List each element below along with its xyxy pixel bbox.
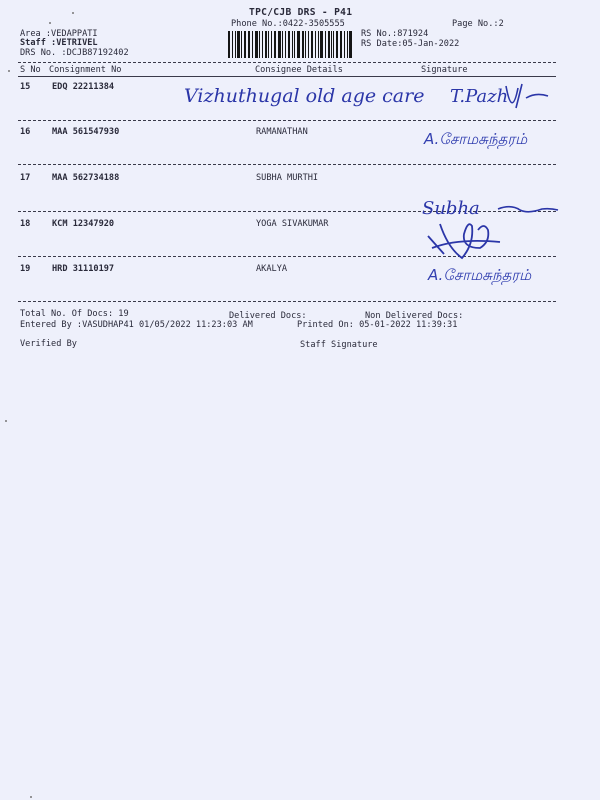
svg-text:T.Pazh: T.Pazh: [450, 86, 509, 107]
barcode-bar: [255, 31, 258, 58]
staff-field: Staff :VETRIVEL: [20, 38, 98, 48]
barcode-bar: [248, 31, 250, 58]
row-consignment-no: KCM 12347920: [52, 219, 115, 229]
barcode-bar: [294, 31, 295, 58]
divider: [18, 301, 556, 302]
row-consignment-no: MAA 561547930: [52, 127, 120, 137]
signature-row-19: [424, 254, 574, 290]
entered-by: Entered By :VASUDHAP41 01/05/2022 11:23:03 AM: [20, 320, 253, 330]
drs-title: TPC/CJB DRS - P41: [249, 7, 353, 18]
row-consignee: RAMANATHAN: [256, 127, 308, 137]
divider: [18, 76, 556, 77]
scan-speck: [30, 796, 32, 798]
printed-on: Printed On: 05-01-2022 11:39:31: [297, 320, 458, 330]
row-sno: 15: [20, 82, 31, 92]
row-sno: 17: [20, 173, 31, 183]
svg-text:A.சோமசுந்தரம்: A.சோமசுந்தரம்: [428, 266, 532, 284]
barcode-bar: [333, 31, 334, 58]
scan-speck: [8, 70, 10, 72]
barcode-bar: [320, 31, 323, 58]
barcode-bar: [288, 31, 290, 58]
row-sno: 16: [20, 127, 31, 137]
barcode-bar: [262, 31, 263, 58]
column-header-signature: Signature: [421, 65, 468, 75]
barcode-bar: [278, 31, 281, 58]
column-header-consignee: Consignee Details: [255, 65, 343, 75]
divider: [18, 62, 556, 63]
divider: [18, 164, 556, 165]
area-field: Area :VEDAPPATI: [20, 29, 98, 39]
barcode-bar: [305, 31, 306, 58]
signature-row-15: [446, 78, 556, 114]
svg-text:Subha: Subha: [422, 198, 480, 219]
row-consignee: YOGA SIVAKUMAR: [256, 219, 329, 229]
scan-speck: [5, 420, 7, 422]
barcode-bar: [265, 31, 267, 58]
staff-signature-label: Staff Signature: [300, 340, 378, 350]
barcode-bar: [292, 31, 293, 58]
barcode-bar: [325, 31, 326, 58]
barcode-bar: [241, 31, 242, 58]
barcode-bar: [252, 31, 253, 58]
row-sno: 18: [20, 219, 31, 229]
row-sno: 19: [20, 264, 31, 274]
rs-number: RS No.:871924: [361, 29, 429, 39]
row-consignee: SUBHA MURTHI: [256, 173, 319, 183]
svg-text:A.சோமசுந்தரம்: A.சோமசுந்தரம்: [424, 130, 528, 148]
barcode-bar: [315, 31, 316, 58]
row-consignment-no: MAA 562734188: [52, 173, 120, 183]
barcode-bar: [237, 31, 240, 58]
barcode-image: [228, 31, 354, 58]
barcode-bar: [344, 31, 345, 58]
barcode-bar: [336, 31, 338, 58]
total-docs: Total No. Of Docs: 19: [20, 309, 129, 319]
column-header-consignment: Consignment No: [49, 65, 122, 75]
barcode-bar: [331, 31, 332, 58]
barcode-bar: [271, 31, 272, 58]
barcode-bar: [311, 31, 313, 58]
barcode-bar: [285, 31, 286, 58]
signature-row-16: [420, 118, 570, 154]
scan-speck: [49, 22, 51, 24]
barcode-bar: [349, 31, 352, 58]
barcode-bar: [340, 31, 342, 58]
barcode-bar: [274, 31, 276, 58]
column-header-sno: S No: [20, 65, 41, 75]
phone-number: Phone No.:0422-3505555: [231, 19, 345, 29]
scan-speck: [72, 12, 74, 14]
drs-number: DRS No. :DCJB87192402: [20, 48, 129, 58]
barcode-bar: [228, 31, 230, 58]
verified-by: Verified By: [20, 339, 77, 349]
svg-text:Vizhuthugal old age care: Vizhuthugal old age care: [184, 85, 425, 107]
barcode-bar: [244, 31, 246, 58]
non-delivered-docs: Non Delivered Docs:: [365, 311, 464, 321]
rs-date: RS Date:05-Jan-2022: [361, 39, 460, 49]
barcode-bar: [259, 31, 260, 58]
barcode-bar: [347, 31, 348, 58]
row-consignment-no: HRD 31110197: [52, 264, 115, 274]
barcode-bar: [282, 31, 283, 58]
row-consignment-no: EDQ 22211384: [52, 82, 115, 92]
row-consignee: AKALYA: [256, 264, 288, 274]
barcode-bar: [235, 31, 236, 58]
barcode-bar: [318, 31, 319, 58]
barcode-bar: [328, 31, 330, 58]
barcode-bar: [232, 31, 233, 58]
barcode-bar: [302, 31, 304, 58]
page-number: Page No.:2: [452, 19, 504, 29]
barcode-bar: [308, 31, 309, 58]
barcode-bar: [268, 31, 269, 58]
handwritten-consignee-note: [180, 78, 440, 112]
barcode-bar: [297, 31, 300, 58]
delivered-docs: Delivered Docs:: [229, 311, 307, 321]
